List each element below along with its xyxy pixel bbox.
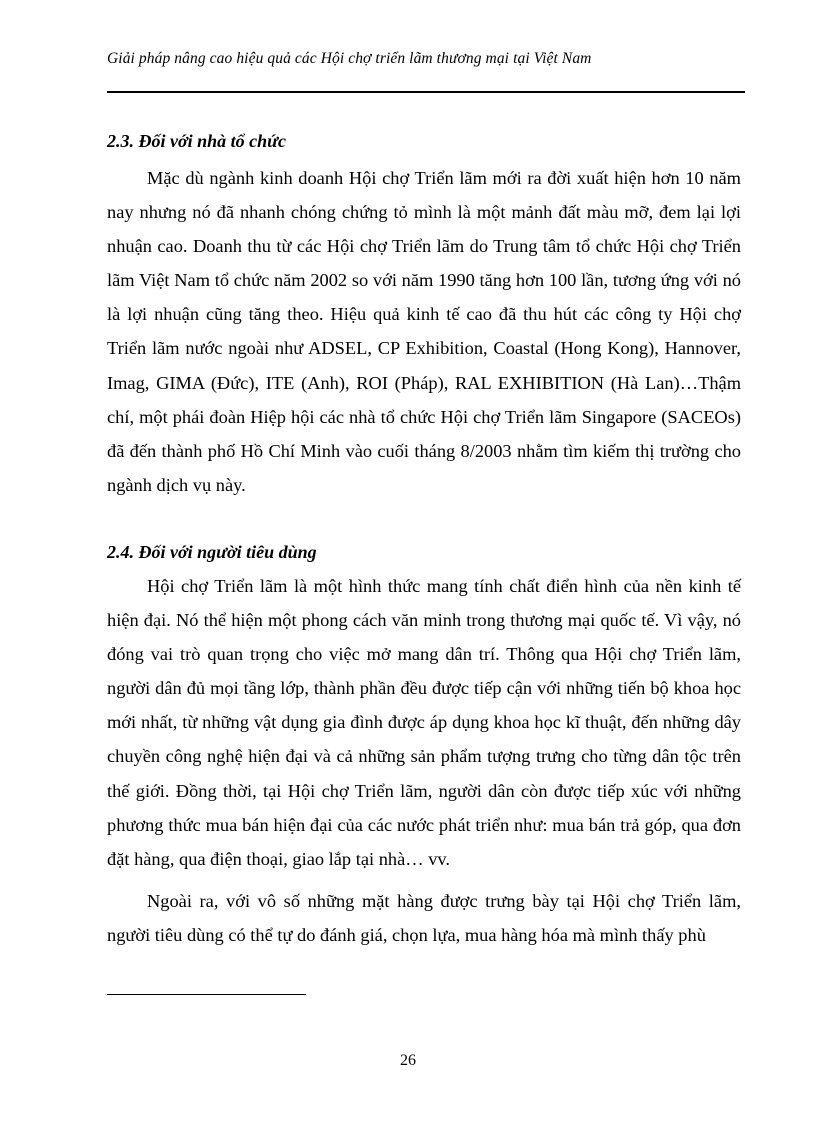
page-body — [107, 124, 741, 952]
paragraph: Ngoài ra, với vô số những mặt hàng được trưng bày tại Hội chợ Triển lãm, người tiêu dùng có thể tự do đánh giá, chọn lựa, mua hàng hóa mà mình thấy phù — [107, 890, 741, 945]
header-rule — [107, 91, 745, 93]
paragraph: Mặc dù ngành kinh doanh Hội chợ Triển lãm mới ra đời xuất hiện hơn 10 năm nay nhưng nó đã nhanh chóng chứng tỏ mình là một mảnh đất màu mỡ, đem lại lợi nhuận cao. Doanh thu từ các Hội chợ Triển lãm do Trung tâm tổ chức Hội chợ Triển lãm Việt Nam tổ chức năm 2002 so với năm 1990 tăng hơn 100 lần, tương ứng với nó là lợi nhuận cũng tăng theo. Hiệu quả kinh tế cao đã thu hút các công ty Hội chợ Triển lãm nước ngoài như ADSEL, CP Exhibition, Coastal (Hong Kong), Hannover, Imag, GIMA (Đức), ITE (Anh), ROI (Pháp), RAL EXHIBITION (Hà Lan)…Thậm chí, một phái đoàn Hiệp hội các nhà tổ chức Hội chợ Triển lãm Singapore (SACEOs) đã đến thành phố Hồ Chí Minh vào cuối tháng 8/2003 nhằm tìm kiếm thị trường cho ngành dịch vụ này. — [107, 168, 741, 495]
section-title-2-4: 2.4. Đối với người tiêu dùng — [107, 541, 317, 562]
page-number: 26 — [400, 1052, 416, 1069]
running-header: Giải pháp nâng cao hiệu quả các Hội chợ triển lãm thương mại tại Việt Nam — [107, 50, 592, 67]
footnote-rule — [107, 994, 306, 995]
section-title-2-3: 2.3. Đối với nhà tổ chức — [107, 131, 286, 151]
paragraph: Hội chợ Triển lãm là một hình thức mang tính chất điển hình của nền kinh tế hiện đại. Nó thể hiện một phong cách văn minh trong thương mại quốc tế. Vì vậy, nó đóng vai trò quan trọng cho việc mở mang dân trí. Thông qua Hội chợ Triển lãm, người dân đủ mọi tầng lớp, thành phần đều được tiếp cận với những tiến bộ khoa học mới nhất, từ những vật dụng gia đình được áp dụng khoa học kĩ thuật, đến những dây chuyền công nghệ hiện đại và cả những sản phẩm tượng trưng cho từng dân tộc trên thế giới. Đồng thời, tại Hội chợ Triển lãm, người dân còn được tiếp xúc với những phương thức mua bán hiện đại của các nước phát triển như: mua bán trả góp, qua đơn đặt hàng, qua điện thoại, giao lắp tại nhà… vv. — [107, 575, 741, 869]
